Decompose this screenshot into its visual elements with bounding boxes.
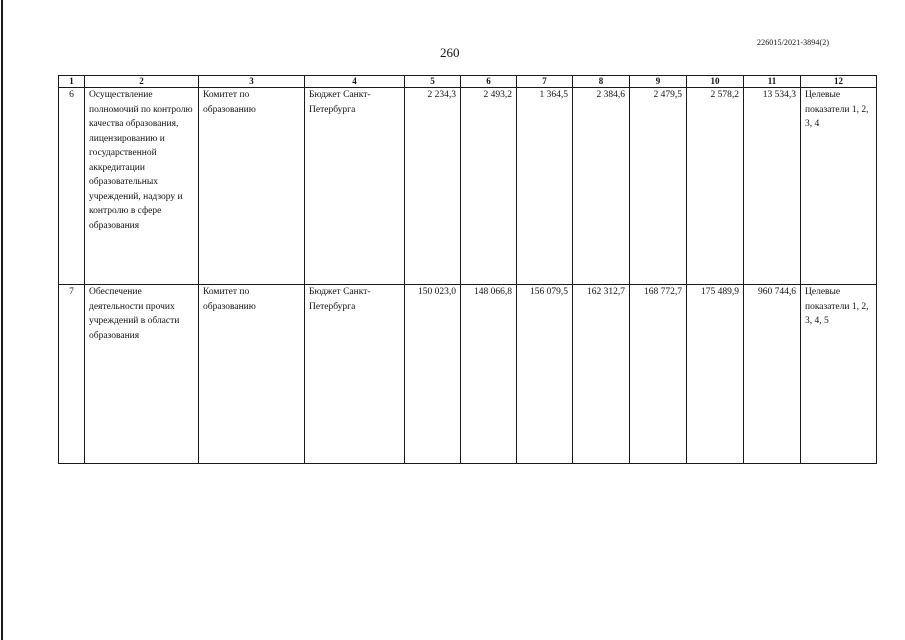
funding-value: 150 023,0 [405,285,461,464]
column-number-row [59,76,877,88]
funding-value: 168 772,7 [630,285,687,464]
col-header: 9 [630,76,687,88]
funding-value: 162 312,7 [573,285,630,464]
funding-value: 148 066,8 [461,285,517,464]
executor: Комитет по образованию [199,88,305,285]
col-header: 4 [305,76,405,88]
page-number: 260 [440,45,460,60]
col-header: 2 [85,76,199,88]
col-header: 1 [59,76,85,88]
funding-value: 2 578,2 [687,88,744,285]
table-row [59,88,877,285]
target-indicators: Целевые показатели 1, 2, 3, 4 [801,88,877,285]
funding-total: 960 744,6 [744,285,801,464]
col-header: 6 [461,76,517,88]
funding-value: 175 489,9 [687,285,744,464]
col-header: 8 [573,76,630,88]
funding-source: Бюджет Санкт-Петербурга [305,285,405,464]
scan-left-edge [1,0,3,640]
funding-value: 2 234,3 [405,88,461,285]
col-header: 7 [517,76,573,88]
row-number: 6 [59,88,85,285]
program-table [58,75,877,464]
funding-value: 2 493,2 [461,88,517,285]
funding-value: 1 364,5 [517,88,573,285]
col-header: 12 [801,76,877,88]
table-row [59,285,877,464]
funding-value: 2 384,6 [573,88,630,285]
col-header: 5 [405,76,461,88]
document-code: 226015/2021-3894(2) [757,38,830,47]
activity-name: Осуществление полномочий по контролю качества образования, лицензированию и государственной аккредитации образовательных учреждений, надзору и контролю в сфере образования [85,88,199,285]
activity-name: Обеспечение деятельности прочих учреждений в области образования [85,285,199,464]
col-header: 3 [199,76,305,88]
col-header: 10 [687,76,744,88]
funding-value: 156 079,5 [517,285,573,464]
executor: Комитет по образованию [199,285,305,464]
col-header: 11 [744,76,801,88]
funding-source: Бюджет Санкт-Петербурга [305,88,405,285]
funding-value: 2 479,5 [630,88,687,285]
row-number: 7 [59,285,85,464]
target-indicators: Целевые показатели 1, 2, 3, 4, 5 [801,285,877,464]
funding-total: 13 534,3 [744,88,801,285]
